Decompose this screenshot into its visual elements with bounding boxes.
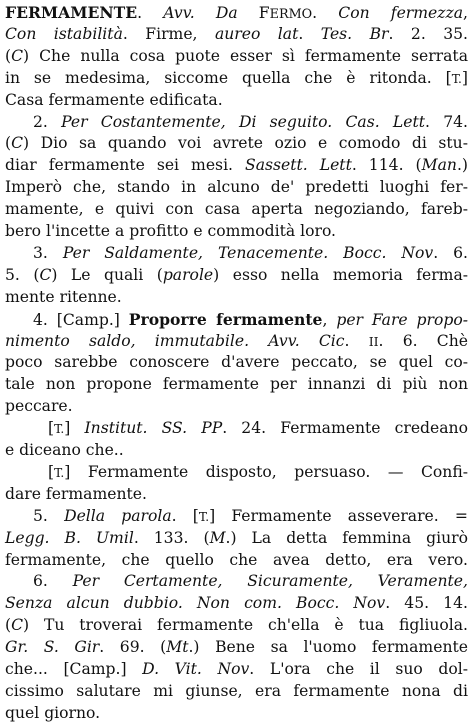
text-line: quel giorno. bbox=[5, 703, 101, 722]
text-line: 5. Della parola. [T.] Fermamente asseverare. = bbox=[33, 506, 468, 525]
text-line: 4. [Camp.] Proporre fermamente, per Fare propo- bbox=[33, 309, 468, 329]
text-line: [T.] Fermamente disposto, persuaso. — Confi- bbox=[48, 462, 468, 481]
text-line: che... [Camp.] D. Vit. Nov. L'ora che il suo dol- bbox=[5, 660, 469, 678]
text-line: poco sarebbe conoscere d'avere peccato, se quel co- bbox=[5, 353, 468, 372]
text-line: Gr. S. Gir. 69. (Mt.) Bene sa l'uomo fermamente bbox=[5, 638, 468, 657]
text-line: peccare. bbox=[5, 397, 73, 416]
text-line: dare fermamente. bbox=[5, 484, 147, 503]
text-line: e diceano che.. bbox=[5, 441, 124, 459]
text-line: FERMAMENTE. Avv. Da FERMO. Con fermezza, bbox=[5, 3, 468, 22]
text-line: diar fermamente sei mesi. Sassett. Lett. 114. (Man.) bbox=[5, 156, 468, 175]
text-line: 5. (C) Le quali (parole) esso nella memoria ferma- bbox=[5, 265, 469, 284]
text-line: Casa fermamente edificata. bbox=[5, 90, 223, 109]
text-line: [T.] Institut. SS. PP. 24. Fermamente credeano bbox=[48, 419, 468, 438]
text-line: mente ritenne. bbox=[5, 287, 122, 306]
text-line: cissimo salutare mi giunse, era fermamente nona di bbox=[5, 681, 468, 700]
text-line: Con istabilità. Firme, aureo lat. Tes. Br. 2. 35. bbox=[5, 24, 469, 43]
text-line: in se medesima, siccome quella che è ritonda. [T.] bbox=[5, 68, 468, 87]
text-line: (C) Dio sa quando voi avrete ozio e comodo di stu- bbox=[5, 134, 468, 153]
text-line: 6. Per Certamente, Sicuramente, Veramente, bbox=[33, 572, 468, 591]
text-line: mamente, e quivi con casa aperta negoziando, fareb- bbox=[5, 200, 468, 219]
text-line: bero l'incette a profitto e commodità loro. bbox=[5, 222, 337, 240]
text-line: (C) Che nulla cosa puote esser sì fermamente serrata bbox=[5, 46, 468, 65]
text-line: tale non propone fermamente per innanzi di più non bbox=[5, 375, 468, 394]
text-line: Imperò che, stando in alcuno de' predetti luoghi fer- bbox=[5, 178, 468, 197]
text-line: fermamente, che quello che avea detto, era vero. bbox=[5, 550, 468, 569]
text-line: 2. Per Costantemente, Di seguito. Cas. Lett. 74. bbox=[33, 112, 468, 131]
text-line: Legg. B. Umil. 133. (M.) La detta femmina giurò bbox=[5, 528, 468, 547]
text-line: (C) Tu troverai fermamente ch'ella è tua figliuola. bbox=[5, 616, 468, 635]
text-line: 3. Per Saldamente, Tenacemente. Bocc. Nov. 6. bbox=[33, 243, 468, 262]
text-line: Senza alcun dubbio. Non com. Bocc. Nov. 45. 14. bbox=[5, 594, 468, 613]
text-line: nimento saldo, immutabile. Avv. Cic. II. 6. Chè bbox=[5, 331, 469, 350]
